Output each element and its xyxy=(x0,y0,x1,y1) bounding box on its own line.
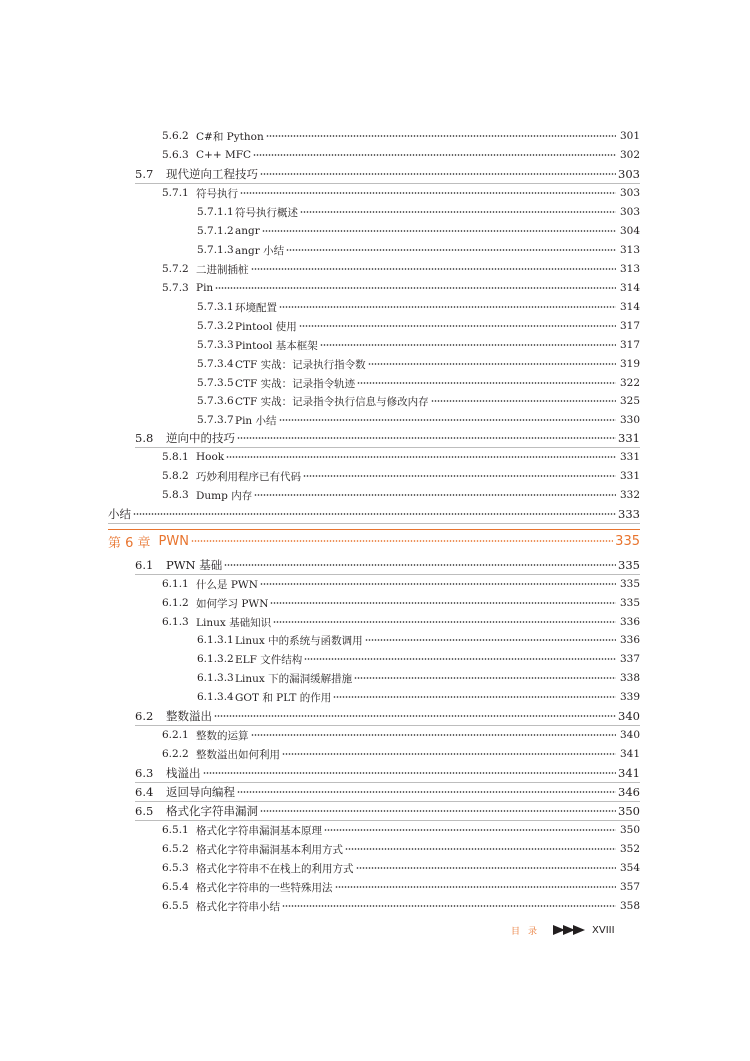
toc-entry-page: 331 xyxy=(618,431,640,445)
toc-entry-number: 6.1.3.4 xyxy=(197,691,234,703)
toc-entry-title: 逆向中的技巧 xyxy=(166,431,235,445)
toc-entry-page: 313 xyxy=(619,244,640,256)
toc-entry-title: 符号执行 xyxy=(196,187,238,200)
toc-entry-title: ELF 文件结构 xyxy=(235,653,303,666)
dot-leader xyxy=(191,532,613,550)
toc-entry-page: 341 xyxy=(618,766,640,780)
toc-entry-page: 335 xyxy=(615,533,640,549)
toc-entry[interactable] xyxy=(162,726,640,744)
toc-entry-title: Pin xyxy=(196,282,214,294)
dot-leader xyxy=(357,374,616,392)
dot-leader xyxy=(368,355,616,373)
toc-entry-number: 5.7.2 xyxy=(162,263,189,275)
toc-entry-page: 325 xyxy=(619,395,640,407)
toc-entry-number: 6.5.2 xyxy=(162,843,189,855)
toc-entry-title: 环境配置 xyxy=(235,301,277,314)
toc-entry-number: 6.1.3 xyxy=(162,616,189,628)
toc-entry-title: 格式化字符串不在栈上的利用方式 xyxy=(196,862,354,875)
toc-entry-number: 6.5.1 xyxy=(162,824,189,836)
toc-entry[interactable] xyxy=(162,127,640,145)
toc-entry-number: 6.5.4 xyxy=(162,881,189,893)
toc-entry-title: 小结 xyxy=(108,507,131,521)
toc-entry-title: 格式化字符串漏洞基本利用方式 xyxy=(196,843,343,856)
toc-entry[interactable] xyxy=(197,336,640,354)
dot-leader xyxy=(251,726,617,744)
dot-leader xyxy=(260,575,616,593)
toc-entry-number: 5.7.3.6 xyxy=(197,395,234,407)
toc-entry-page: 301 xyxy=(619,130,640,142)
toc-entry[interactable] xyxy=(162,897,640,915)
toc-entry-page: 302 xyxy=(619,149,640,161)
toc-entry[interactable] xyxy=(135,783,640,802)
dot-leader xyxy=(300,203,616,221)
toc-entry[interactable] xyxy=(108,505,640,524)
toc-entry-title: angr xyxy=(235,225,260,237)
toc-entry-number: 6.5.3 xyxy=(162,862,189,874)
dot-leader xyxy=(251,260,617,278)
toc-entry-title: Dump 内存 xyxy=(196,489,253,502)
dot-leader xyxy=(224,556,616,574)
dot-leader xyxy=(262,222,616,240)
dot-leader xyxy=(354,669,616,687)
toc-entry-page: 313 xyxy=(619,263,640,275)
dot-leader xyxy=(282,745,616,763)
toc-entry-title: 整数溢出 xyxy=(166,709,212,723)
toc-entry-title: PWN xyxy=(158,533,189,549)
toc-entry[interactable] xyxy=(162,184,640,202)
toc-entry[interactable] xyxy=(197,392,640,410)
toc-entry-page: 346 xyxy=(618,785,640,799)
dot-leader xyxy=(279,298,616,316)
dot-leader xyxy=(226,448,616,466)
toc-entry-title: 栈溢出 xyxy=(166,766,201,780)
toc-entry-page: 303 xyxy=(618,167,640,181)
toc-entry-number: 5.7.3.5 xyxy=(197,377,234,389)
toc-entry-number: 5.7.3.4 xyxy=(197,358,234,370)
toc-entry-page: 352 xyxy=(619,843,640,855)
dot-leader xyxy=(303,467,616,485)
toc-entry-page: 339 xyxy=(619,691,640,703)
dot-leader xyxy=(237,783,616,801)
toc-entry-page: 332 xyxy=(619,489,640,501)
toc-entry-title: Pintool 基本框架 xyxy=(235,339,318,352)
toc-entry-page: 335 xyxy=(619,597,640,609)
toc-entry-number: 5.8.3 xyxy=(162,489,189,501)
dot-leader xyxy=(324,821,616,839)
toc-entry-title: 格式化字符串的一些特殊用法 xyxy=(196,881,333,894)
toc-entry-page: 331 xyxy=(619,470,640,482)
toc-entry-page: 314 xyxy=(619,301,640,313)
toc-entry-page: 338 xyxy=(619,672,640,684)
toc-entry[interactable] xyxy=(135,429,640,448)
footer-arrows-icon xyxy=(553,925,583,935)
toc-entry-page: 350 xyxy=(619,824,640,836)
toc-entry-title: Linux 中的系统与函数调用 xyxy=(235,634,363,647)
dot-leader xyxy=(253,146,616,164)
page-footer xyxy=(511,922,615,938)
toc-entry-number: 5.8.2 xyxy=(162,470,189,482)
toc-entry-page: 357 xyxy=(619,881,640,893)
toc-entry-page: 340 xyxy=(619,729,640,741)
toc-entry-number: 6.3 xyxy=(135,766,154,780)
dot-leader xyxy=(273,613,616,631)
page-number: XVIII xyxy=(592,924,615,936)
toc-entry[interactable] xyxy=(162,260,640,278)
toc-entry-page: 335 xyxy=(619,578,640,590)
toc-entry-number: 6.1.3.1 xyxy=(197,634,234,646)
toc-chapter-entry[interactable] xyxy=(108,529,640,552)
toc-entry[interactable] xyxy=(162,146,640,164)
toc-entry-page: 317 xyxy=(619,320,640,332)
dot-leader xyxy=(345,840,616,858)
toc-entry-number: 6.1.3.2 xyxy=(197,653,234,665)
toc-entry-page: 335 xyxy=(618,558,640,572)
toc-entry-page: 337 xyxy=(619,653,640,665)
toc-entry-title: 如何学习 PWN xyxy=(196,597,269,610)
toc-entry-title: 整数的运算 xyxy=(196,729,249,742)
toc-entry-number: 5.7.1 xyxy=(162,187,189,199)
toc-entry[interactable] xyxy=(197,222,640,240)
toc-entry-number: 5.7.3.3 xyxy=(197,339,234,351)
toc-entry-number: 5.8.1 xyxy=(162,451,189,463)
toc-entry-page: 303 xyxy=(619,206,640,218)
toc-entry[interactable] xyxy=(135,802,640,821)
toc-entry-title: Linux 基础知识 xyxy=(196,616,272,629)
toc-entry-page: 319 xyxy=(619,358,640,370)
toc-entry-page: 350 xyxy=(618,804,640,818)
dot-leader xyxy=(266,127,616,145)
toc-entry[interactable] xyxy=(162,486,640,504)
dot-leader xyxy=(215,279,616,297)
toc-entry[interactable] xyxy=(162,575,640,593)
toc-entry-page: 333 xyxy=(618,507,640,521)
dot-leader xyxy=(299,317,616,335)
dot-leader xyxy=(237,429,616,447)
toc-entry[interactable] xyxy=(135,764,640,783)
toc-entry[interactable] xyxy=(135,165,640,184)
toc-entry[interactable] xyxy=(197,317,640,335)
toc-entry-title: Linux 下的漏洞缓解措施 xyxy=(235,672,353,685)
dot-leader xyxy=(286,241,616,259)
toc-entry-number: 6.1.2 xyxy=(162,597,189,609)
toc-entry-number: 5.7.3.7 xyxy=(197,414,234,426)
toc-entry-title: C++ MFC xyxy=(196,149,252,161)
toc-entry[interactable] xyxy=(197,298,640,316)
toc-entry[interactable] xyxy=(197,688,640,706)
toc-entry[interactable] xyxy=(197,241,640,259)
toc-entry-title: 格式化字符串小结 xyxy=(196,900,280,913)
toc-entry-title: 整数溢出如何利用 xyxy=(196,748,280,761)
toc-entry-number: 5.7.1.1 xyxy=(197,206,234,218)
toc-entry-page: 354 xyxy=(619,862,640,874)
dot-leader xyxy=(214,707,616,725)
toc-entry-title: Hook xyxy=(196,451,225,463)
dot-leader xyxy=(270,594,616,612)
dot-leader xyxy=(320,336,616,354)
dot-leader xyxy=(279,411,616,429)
dot-leader xyxy=(335,878,617,896)
toc-entry-number: 5.8 xyxy=(135,431,154,445)
dot-leader xyxy=(254,486,616,504)
dot-leader xyxy=(240,184,616,202)
footer-section-label: 目录 xyxy=(511,926,546,937)
toc-entry-number: 5.7 xyxy=(135,167,154,181)
toc-entry-number: 6.1.1 xyxy=(162,578,189,590)
toc-entry-page: 336 xyxy=(619,634,640,646)
dot-leader xyxy=(260,802,616,820)
toc-entry[interactable] xyxy=(162,878,640,896)
toc-entry-title: 二进制插桩 xyxy=(196,263,249,276)
dot-leader xyxy=(133,505,616,523)
toc-entry-title: 什么是 PWN xyxy=(196,578,258,591)
toc-entry-title: GOT 和 PLT 的作用 xyxy=(235,691,332,704)
toc-entry[interactable] xyxy=(162,448,640,466)
toc-entry[interactable] xyxy=(162,613,640,631)
toc-entry[interactable] xyxy=(162,821,640,839)
toc-entry[interactable] xyxy=(197,411,640,429)
toc-entry-page: 304 xyxy=(619,225,640,237)
toc-entry-number: 第 6 章 xyxy=(108,535,151,551)
toc-entry[interactable] xyxy=(162,745,640,763)
table-of-contents xyxy=(108,0,640,1061)
toc-entry[interactable] xyxy=(135,556,640,575)
toc-entry-number: 5.7.3.2 xyxy=(197,320,234,332)
toc-entry-page: 340 xyxy=(618,709,640,723)
toc-entry[interactable] xyxy=(197,669,640,687)
toc-entry-title: CTF 实战：记录指令执行信息与修改内存 xyxy=(235,395,429,408)
toc-entry-page: 303 xyxy=(619,187,640,199)
toc-entry-title: 格式化字符串漏洞基本原理 xyxy=(196,824,322,837)
toc-entry-title: PWN 基础 xyxy=(166,558,223,572)
toc-entry-page: 314 xyxy=(619,282,640,294)
dot-leader xyxy=(431,392,616,410)
toc-entry-number: 5.7.1.2 xyxy=(197,225,234,237)
toc-entry-number: 6.5.5 xyxy=(162,900,189,912)
dot-leader xyxy=(260,165,616,183)
toc-entry-title: Pin 小结 xyxy=(235,414,277,427)
toc-entry-number: 6.4 xyxy=(135,785,154,799)
toc-entry-title: 符号执行概述 xyxy=(235,206,298,219)
toc-entry[interactable] xyxy=(197,631,640,649)
dot-leader xyxy=(304,650,616,668)
toc-entry[interactable] xyxy=(135,707,640,726)
toc-entry-number: 6.2.2 xyxy=(162,748,189,760)
toc-entry-title: 巧妙利用程序已有代码 xyxy=(196,470,301,483)
toc-entry[interactable] xyxy=(162,467,640,485)
toc-entry-title: CTF 实战：记录执行指令数 xyxy=(235,358,366,371)
toc-entry-title: Pintool 使用 xyxy=(235,320,297,333)
toc-entry-number: 6.1 xyxy=(135,558,154,572)
toc-entry-number: 5.7.3.1 xyxy=(197,301,234,313)
dot-leader xyxy=(365,631,616,649)
toc-entry-number: 6.2 xyxy=(135,709,154,723)
toc-entry-page: 330 xyxy=(619,414,640,426)
toc-entry-page: 317 xyxy=(619,339,640,351)
toc-entry-number: 5.7.1.3 xyxy=(197,244,234,256)
toc-entry[interactable] xyxy=(162,840,640,858)
dot-leader xyxy=(356,859,617,877)
toc-entry-number: 5.6.2 xyxy=(162,130,189,142)
toc-entry[interactable] xyxy=(197,203,640,221)
toc-entry-number: 5.6.3 xyxy=(162,149,189,161)
dot-leader xyxy=(282,897,616,915)
toc-entry[interactable] xyxy=(197,650,640,668)
toc-entry-title: 现代逆向工程技巧 xyxy=(166,167,258,181)
toc-entry-page: 358 xyxy=(619,900,640,912)
toc-entry-page: 341 xyxy=(619,748,640,760)
toc-entry[interactable] xyxy=(162,859,640,877)
toc-entry-number: 5.7.3 xyxy=(162,282,189,294)
toc-entry-title: C#和 Python xyxy=(196,130,264,143)
toc-entry-title: CTF 实战：记录指令轨迹 xyxy=(235,377,356,390)
toc-entry-number: 6.1.3.3 xyxy=(197,672,234,684)
dot-leader xyxy=(333,688,616,706)
toc-entry[interactable] xyxy=(197,374,640,392)
toc-entry-page: 336 xyxy=(619,616,640,628)
toc-entry-number: 6.5 xyxy=(135,804,154,818)
toc-entry-title: angr 小结 xyxy=(235,244,285,257)
toc-entry-number: 6.2.1 xyxy=(162,729,189,741)
toc-entry-title: 格式化字符串漏洞 xyxy=(166,804,258,818)
toc-entry[interactable] xyxy=(162,279,640,297)
toc-entry[interactable] xyxy=(162,594,640,612)
toc-entry-page: 322 xyxy=(619,377,640,389)
toc-entry[interactable] xyxy=(197,355,640,373)
toc-entry-title: 返回导向编程 xyxy=(166,785,235,799)
toc-entry-page: 331 xyxy=(619,451,640,463)
dot-leader xyxy=(203,764,617,782)
